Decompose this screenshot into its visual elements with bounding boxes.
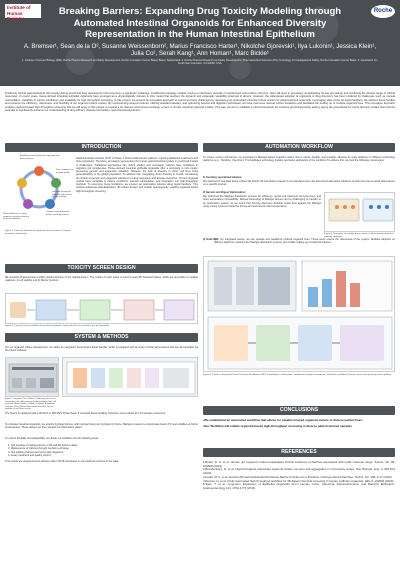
section-automation-workflow: AUTOMATION WORKFLOW bbox=[203, 143, 395, 152]
cycle-node-3 bbox=[45, 199, 55, 209]
readout-1-graphic bbox=[124, 300, 154, 320]
system-text-4: This scripts are programmed to achieve either full 96-well plates or user-defined columns of the plate. bbox=[5, 460, 120, 463]
fluent-illustration bbox=[6, 358, 60, 398]
reference-5: 5.Sato, T. et al. Long-term Expansion of Epithelial Organoids From Human Colon, Adenoma, Adenocarcinoma, and Barrett's Epithelium. Gastroenterology 141, 1762-1772 (2011). bbox=[203, 482, 395, 490]
workflow-step-2-title: 2) Harvest and Digest Optimization: bbox=[203, 191, 247, 194]
conclusion-2: •Our Workflow will enable organoid-based high-throughput screening in diverse patient derived samples bbox=[203, 423, 353, 428]
author-list: A. Bremser¹, Sean de la O², Susanne Weissenborn², Marius Francisco Harter¹, Nikolche Gjorevski¹, Ilya Lukonin¹, Jessica Klein¹, Julia Co¹, Serah Kang¹, Ann Homan¹, Marc Bickle¹ bbox=[23, 43, 377, 58]
abstract: Predicting clinical gastrointestinal (GI) toxicity during preclinical drug development has long been a significant challenge. Traditional toxicology models, relying on laboratory animals or transformed monoculture cell lines, often fall short in accurately recapitulating human physiology and predicting the diverse range of clinical responses. In recent years, tissue-derived intestinal epithelial organoids have emerged as a physiologically relevant in vitro model that resolves the dynamic and epigenetic variability observed in donors. However, the widespread adoption of organoids in drug discovery has been hindered by challenges such as manual manipulation, variability in culture conditions, and scalability for high-throughput screening. In this project, we present an innovative approach to overcome these challenges by developing an automated universal culture system for patient-derived organoids. Leveraging state-of-the-art liquid handlers, we address these hurdles and enhance the efficiency, robustness, and flexibility of our organoid culture system. By implementing arrayed cultures, utilizing standard labware, and optimizing harvest and digestion techniques, we have overcome manual culture limitations and facilitated the scaling up of multiple organoid lines. This innovation approach enables organoid-based high-throughput screening that we will apply to this project to expand a GI-relevant and human toxicology screen in human intestinal organoid models. This way, we aim to establish a robust framework for inclusive preclinical toxicity testing, laying the groundwork for future diversity studies that hold the potential to significantly enhance our understanding of drug efficacy, disease biomarkers, and pharmacodynamics. bbox=[5, 92, 395, 113]
poster-header bbox=[0, 0, 400, 86]
section-conclusions: CONCLUSIONS bbox=[203, 406, 395, 415]
workflow-step-2: 2. Maintenance of cultures through medium exchange bbox=[8, 447, 69, 451]
diagram-label-1: Establish matured epithelial organoids from diverse donors bbox=[20, 155, 60, 160]
diagram-label-5: Relate differences in drug response to patient diversity for future individual bbox=[3, 213, 29, 221]
figure-2-caption: Figure 2. Diversity Screen workflow of intestinal organoids. Organoids of tissue created in per as Transwells bbox=[5, 325, 110, 327]
reference-3: 3.Fetah, M. K. et al. Human 3D Gastrointestinal Microtissue Barrier Function As a Predictor of Drug-Induced Diarrhea. Toxicol. Sci. 168, 3-17 (2019). bbox=[203, 474, 393, 479]
figure-5-caption: Figure 5. Details of Integrated Fluent Deck and Workflow for MPS (cultivating in culture plate. Stabilization reagent comparison. Schematic workflow of Tecan scripts with upcoming parent splitting. bbox=[203, 374, 392, 376]
workflow-step-1-title: 1) Avoiding specialized labware: bbox=[203, 176, 243, 179]
fluent-deck-workflow-graphic bbox=[204, 257, 396, 373]
reference-2: 2.Brandenberg, N. et al. High-throughput automated organoid culture via stem-cell aggregation in microcavity arrays. Nat. Biomed. Eng. 4, 863-874 (2020). bbox=[203, 467, 395, 476]
reference-4: 4.Renner, H. et al. A fully automated high-throughput workflow for 3D-based chemical screening in human midbrain organoids. Elife 9, e52904 (2020). bbox=[203, 478, 395, 483]
workflow-text-1: To ensure system robustness, we developed a Matrigel-based organoid culture that is robust, flexible, and modular, allowing for easy adoption on different technology platforms (e.g., Hamilton, Opentron). This facilitates technology transfer and wider application of the workflow. To achieve this, we took the following crucial steps: bbox=[203, 156, 395, 163]
diagram-label-2: Donor samples are of good quality bbox=[56, 169, 74, 174]
workflow-step-3-text: With our integrated device, we can upscale and parallelize multiple organoid lines. These steps ensure the robustness of the system, facilitate adoption on different platforms, optimize the Matrigel dissolution process, and enable scaling up of organoid cultures. bbox=[214, 238, 395, 245]
affiliations: 1. Institute of Human Biology (IHB), Roche Pharma Research and Early Development, Roche Innovation Center Basel, Basel, Switzerland. 2. Roche Pharma Research and Early Development, Pharmaceutical Sciences (PS), Toxicology & Investigational Safety, Roche Innovation Center Basel. 3. Genentech Inc. South San Francisco, CA 94080, USA. bbox=[21, 59, 379, 66]
figure-4 bbox=[324, 192, 395, 232]
workflow-step-4: 4. Assay treatment and quality control bbox=[8, 453, 51, 457]
plate-graphic bbox=[36, 300, 66, 320]
cycle-node-1 bbox=[34, 166, 44, 176]
poster-title: Breaking Barriers: Expanding Drug Toxicity Modeling through Automated Intestinal Organoids for Enhanced Diversity Representation in the Human Intestinal Epithelium bbox=[58, 6, 342, 40]
system-text-1: The Fluent is equipped with a 96 MCA or 384 Multi Probe Head, 8 on-board liquid handling channels, and a robotic arm for labware movement. bbox=[5, 412, 166, 415]
roche-logo: Roche bbox=[371, 5, 395, 18]
figure-1-caption: Figure 1. Diversity, Selection of expansion: diverse donors. Diagram of patient cohort study. bbox=[5, 230, 71, 235]
cycle-node-2 bbox=[51, 178, 61, 188]
deck-layout-graphic bbox=[63, 358, 199, 398]
tecan-fluent-photo bbox=[5, 357, 59, 397]
workflow-step-1-text: We switched to standard tissue culture flat bottom 96-well plates instead of non-standard ones. We also found alternative solutions to wide bore tips to avoid dependence on a specific product. bbox=[203, 180, 395, 187]
workflow-step-3: 3. Cell splitting (harvest and enzymatic digestion) bbox=[8, 450, 64, 454]
section-introduction: INTRODUCTION bbox=[5, 143, 198, 152]
system-text-3: To ensure flexibility and adaptability, we divide our workflow into the following steps: bbox=[5, 437, 100, 440]
system-text-2: To cultivate intestinal organoids, we employ hydrogel domes, with matrigel being our hydrogel of choice. Matrigel remains in a liquid state below 4°C and solidifies at higher temperatures. These domes are then seeded onto flat bottom plates. bbox=[5, 423, 198, 430]
references-list bbox=[203, 461, 395, 491]
workflow-step-1: 1. Cell seeding of matrigel domes in 96 well flat bottom plates bbox=[8, 444, 78, 447]
section-toxicity-screen: TOXICITY SCREEN DESIGN bbox=[5, 264, 198, 273]
cycle-node-5 bbox=[17, 178, 27, 188]
introduction-text: Gastrointestinal toxicities (GIT) in Phase 1 clinical trials burden patients, requiring additional treatments and dose reductions. Therefore, accurately representing the human gastrointestinal system in preclinical models is challenging. Traditional approaches like rodent studies and monolayer cultures have limitations in capturing gut complexities. Tissue-derived intestinal epithelial organoids offer a promising in vitro model, preserving genetic and epigenetic variability. However, the lack of diversity in donor cell lines limits generalizability to the global population. To address this, integrating donor diversity is crucial, considering the impact of genetic and epigenetic variations on drug responses and disease outcomes. Current organoid models have variability in culture conditions, manual manipulation, and integration into high-throughput methods. To overcome these limitations, we present an automation solution using liquid handlers. This solution addresses standardization, 3D culture design, and cellular heterogeneity, enabling organoid-based high-throughput screening. bbox=[76, 157, 198, 193]
workflow-steps-list bbox=[8, 444, 198, 457]
cycle-node-4 bbox=[23, 199, 33, 209]
workflow-step-3-title: 3) Scale Up: bbox=[203, 238, 218, 241]
diagram-label-4: Compare toxicity between donors and drug classes bbox=[46, 211, 70, 216]
conclusion-1: •We established an automated workflow that allows for parallel arrayed organoid culture of diverse patient lines. bbox=[203, 418, 363, 422]
fluent-deck-layout bbox=[62, 357, 198, 397]
donor-tube bbox=[10, 302, 26, 318]
figure-5 bbox=[203, 256, 395, 372]
figure-4-caption: Figure 4. Schematic of matrigel donor culture in 96 flat bottom plate and pipetting strategies bbox=[324, 233, 394, 238]
ihb-logo: Institute of Human Biology bbox=[5, 4, 41, 18]
system-intro: For our organoid culture development, we utilize an integrated Tecan Fluent liquid handler, which is equipped with an array of third party devices that are all controlled via the Fluent software. bbox=[5, 346, 198, 353]
plate-pipetting-graphic bbox=[325, 193, 396, 233]
reference-1: 1.Beiter, D. G. et al. Human gut organoid model recapitulates clinical incidence of diarrhea associated with small molecule drugs. Toxicol. Vitr. 88, 105528 (2023). bbox=[203, 460, 395, 468]
diagram-label-3: Use high throughput methods and tests for toxicity of drugs bbox=[52, 191, 72, 199]
workflow-step-2-text: We optimized the Matrigel dissolution process for efficiency, gentle cell treatment (enzyme-free), and room temperature compatibility. Manual harvesting of Matrigel domes can be challenging to transfer to an automation system, as we found that Corning Recovery Solution works best against the Matrigel using mixing cycles to break the domes and well and at room temperature. bbox=[203, 195, 321, 208]
conclusions-list bbox=[203, 419, 395, 429]
toxicity-text: 3D Intestinal Organoid lines exhibit cellular diversity of the original tissue¹. The culture of each donor is used to seed 3D Transwell plates, which are amenable to multiple readouts: 1) cell viability and 2) Barrier function.¹ bbox=[5, 276, 198, 283]
readout-2-graphic bbox=[164, 300, 194, 320]
section-system-methods: SYSTEM & METHODS bbox=[5, 333, 198, 342]
transwell-graphic bbox=[80, 300, 110, 320]
section-references: REFERENCES bbox=[203, 448, 395, 457]
figure-3-caption: Figure 3. Integrated Tecan Fluent. Third party devices are connected to the different arms of the workdeck (top). Left enclosed, Heater Shaker, Chilled Centrifuge, Automated Incubator, Plate Washer, Automated Incubator. Top are modules of our Fluent set-up. bbox=[5, 398, 57, 410]
toxicity-workflow-graphic bbox=[6, 294, 199, 325]
toxicity-figure bbox=[5, 293, 198, 324]
